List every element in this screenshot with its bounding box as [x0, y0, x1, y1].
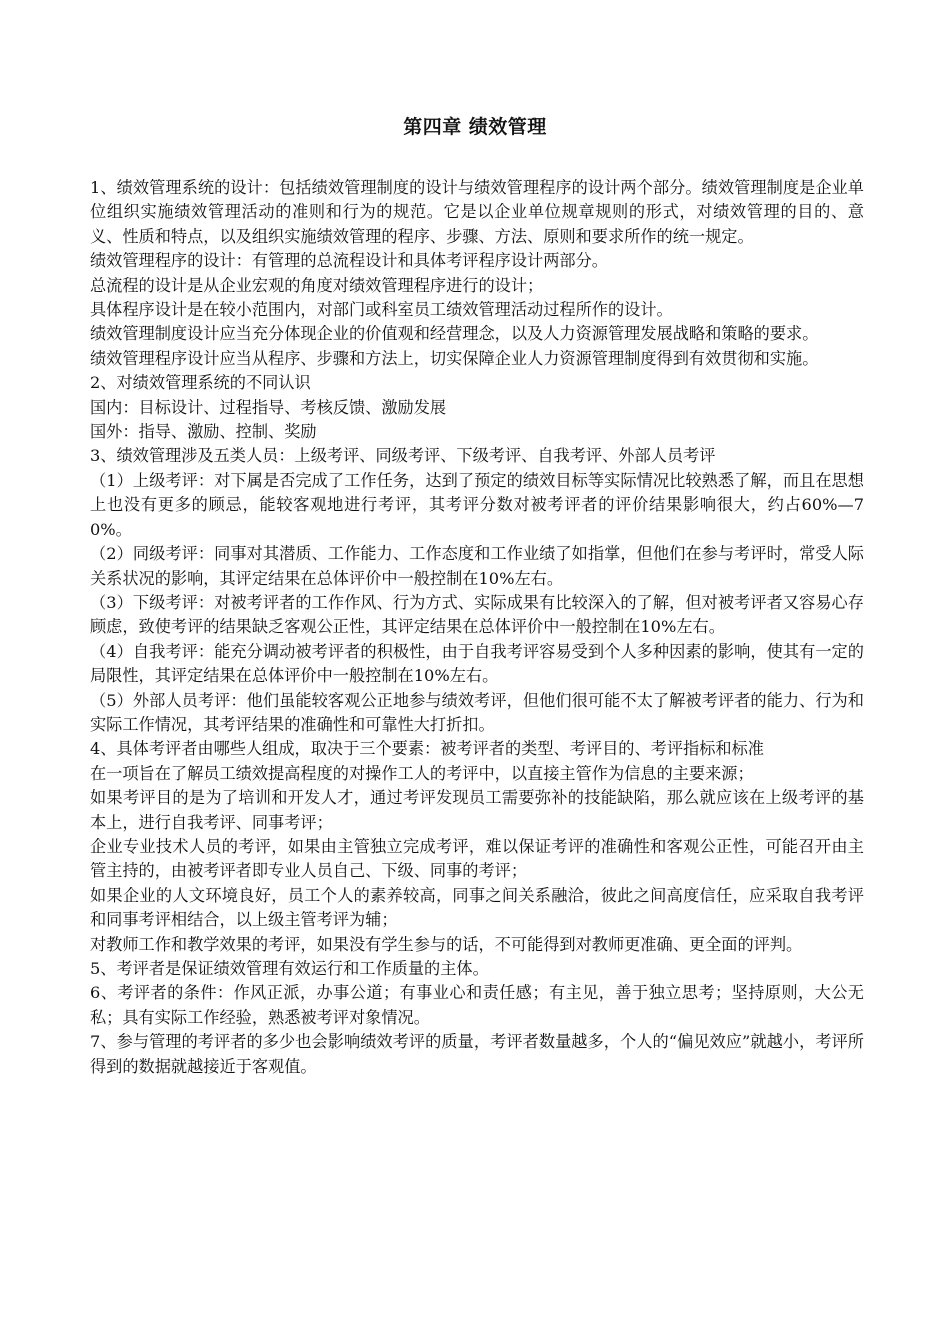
- paragraph: 企业专业技术人员的考评，如果由主管独立完成考评，难以保证考评的准确性和客观公正性，可能召开由主管主持的，由被考评者即专业人员自己、下级、同事的考评；: [90, 836, 864, 881]
- paragraph: 在一项旨在了解员工绩效提高程度的对操作工人的考评中，以直接主管作为信息的主要来源；: [90, 763, 754, 783]
- document-body: [90, 176, 864, 1079]
- paragraph: 国内：目标设计、过程指导、考核反馈、激励发展: [90, 397, 447, 417]
- paragraph: （1）上级考评：对下属是否完成了工作任务，达到了预定的绩效目标等实际情况比较熟悉了解，而且在思想上也没有更多的顾忌，能较客观地进行考评，其考评分数对被考评者的评价结果影响很大，约占60%—70%。: [90, 470, 864, 539]
- document-title: 第四章 绩效管理: [403, 116, 547, 138]
- paragraph: 如果考评目的是为了培训和开发人才，通过考评发现员工需要弥补的技能缺陷，那么就应该在上级考评的基本上，进行自我考评、同事考评；: [90, 788, 864, 832]
- paragraph: 7、参与管理的考评者的多少也会影响绩效考评的质量，考评者数量越多，个人的“偏见效应”就越小，考评所得到的数据就越接近于客观值。: [90, 1032, 864, 1076]
- paragraph: 绩效管理制度设计应当充分体现企业的价值观和经营理念，以及人力资源管理发展战略和策略的要求。: [90, 324, 819, 344]
- paragraph: 5、考评者是保证绩效管理有效运行和工作质量的主体。: [90, 959, 489, 978]
- paragraph: （5）外部人员考评：他们虽能较客观公正地参与绩效考评，但他们很可能不太了解被考评者的能力、行为和实际工作情况，其考评结果的准确性和可靠性大打折扣。: [90, 690, 864, 734]
- paragraph: 6、考评者的条件：作风正派，办事公道；有事业心和责任感；有主见，善于独立思考；坚持原则，大公无私；具有实际工作经验，熟悉被考评对象情况。: [90, 983, 864, 1027]
- paragraph: 国外：指导、激励、控制、奖励: [90, 422, 317, 442]
- paragraph: 总流程的设计是从企业宏观的角度对绩效管理程序进行的设计；: [90, 275, 544, 295]
- paragraph: 2、对绩效管理系统的不同认识: [90, 373, 311, 393]
- paragraph: 绩效管理程序的设计：有管理的总流程设计和具体考评程序设计两部分。: [90, 251, 608, 271]
- paragraph: 3、绩效管理涉及五类人员：上级考评、同级考评、下级考评、自我考评、外部人员考评: [90, 446, 716, 466]
- paragraph: 如果企业的人文环境良好，员工个人的素养较高，同事之间关系融洽，彼此之间高度信任，应采取自我考评和同事考评相结合，以上级主管考评为辅；: [90, 885, 864, 930]
- paragraph: 绩效管理程序设计应当从程序、步骤和方法上，切实保障企业人力资源管理制度得到有效贯彻和实施。: [90, 348, 819, 368]
- paragraph: 具体程序设计是在较小范围内，对部门或科室员工绩效管理活动过程所作的设计。: [90, 300, 673, 320]
- paragraph: （2）同级考评：同事对其潜质、工作能力、工作态度和工作业绩了如指掌，但他们在参与考评时，常受人际关系状况的影响，其评定结果在总体评价中一般控制在10%左右。: [90, 544, 864, 588]
- paragraph: （3）下级考评：对被考评者的工作作风、行为方式、实际成果有比较深入的了解，但对被考评者又容易心存顾虑，致使考评的结果缺乏客观公正性，其评定结果在总体评价中一般控制在10%左右。: [90, 592, 864, 637]
- paragraph: （4）自我考评：能充分调动被考评者的积极性，由于自我考评容易受到个人多种因素的影响，使其有一定的局限性，其评定结果在总体评价中一般控制在10%左右。: [90, 641, 864, 686]
- paragraph: 4、具体考评者由哪些人组成，取决于三个要素：被考评者的类型、考评目的、考评指标和标准: [90, 739, 764, 759]
- paragraph: 1、绩效管理系统的设计：包括绩效管理制度的设计与绩效管理程序的设计两个部分。绩效管理制度是企业单位组织实施绩效管理活动的准则和行为的规范。它是以企业单位规章规则的形式，对绩效管理的目的、意义、性质和特点，以及组织实施绩效管理的程序、步骤、方法、原则和要求所作的统一规定。: [90, 178, 864, 246]
- paragraph: 对教师工作和教学效果的考评，如果没有学生参与的话，不可能得到对教师更准确、更全面的评判。: [90, 934, 803, 954]
